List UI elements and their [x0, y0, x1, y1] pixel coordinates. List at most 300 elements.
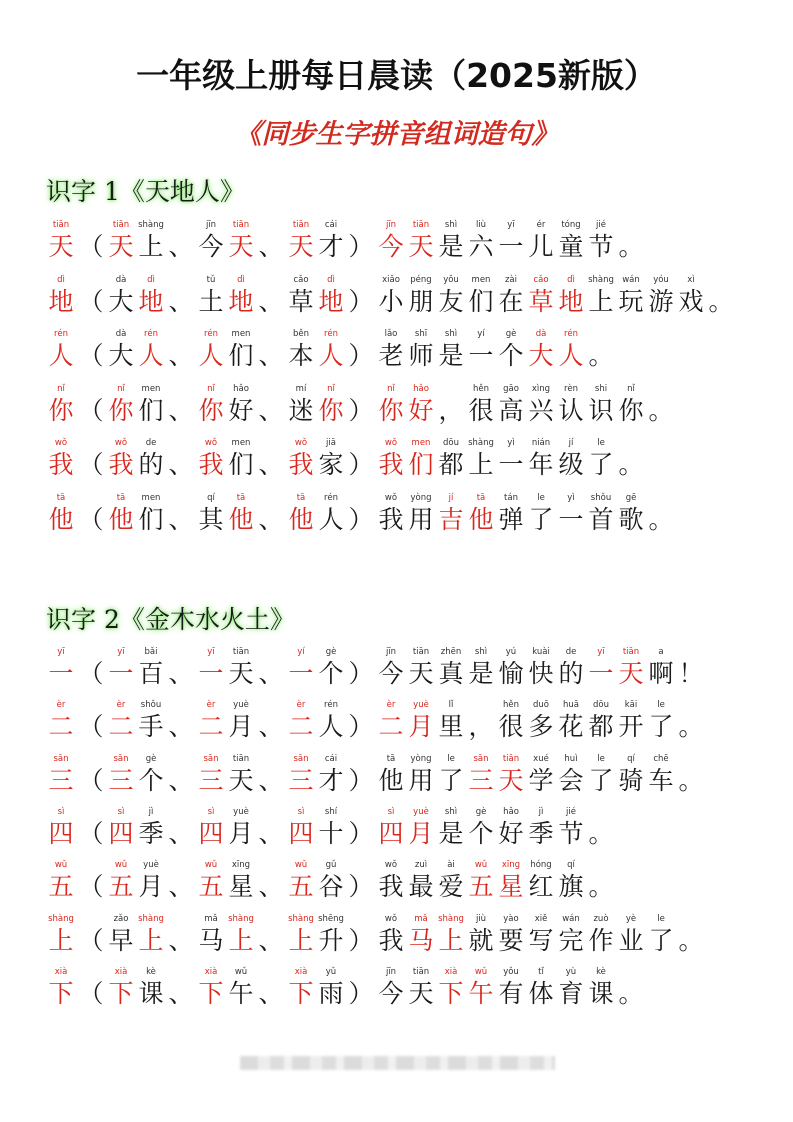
- hanzi: 星: [228, 872, 254, 902]
- pinyin: tā: [296, 492, 306, 503]
- pinyin: wǒ: [384, 860, 398, 871]
- hanzi: 有: [498, 978, 524, 1008]
- hanzi: 啊: [648, 659, 674, 688]
- hanzi: 弹: [498, 504, 524, 534]
- hanzi: 都: [438, 450, 464, 479]
- character-with-pinyin: [406, 805, 436, 849]
- character-with-pinyin: [256, 752, 286, 796]
- character-with-pinyin: [46, 273, 76, 317]
- hanzi: 二: [378, 712, 404, 742]
- pinyin: tā: [236, 492, 246, 503]
- hanzi: 你: [198, 395, 224, 425]
- character-with-pinyin: [316, 327, 346, 371]
- character-with-pinyin: [556, 752, 586, 796]
- character-with-pinyin: [286, 382, 316, 426]
- hanzi: 才: [318, 232, 344, 261]
- pinyin: tiān: [232, 220, 250, 230]
- hanzi: 、: [168, 925, 194, 955]
- hanzi: 、: [168, 286, 194, 316]
- character-with-pinyin: [556, 805, 586, 849]
- pinyin: tóng: [561, 220, 581, 230]
- character-with-pinyin: [496, 382, 526, 426]
- pinyin: jì: [538, 806, 544, 817]
- character-with-pinyin: [586, 491, 616, 535]
- character-with-pinyin: [226, 645, 256, 689]
- pinyin: shǒu: [140, 700, 162, 711]
- character-with-pinyin: [136, 752, 166, 796]
- character-with-pinyin: [406, 218, 436, 262]
- pinyin: wán: [562, 913, 580, 924]
- hanzi: 一: [198, 659, 224, 688]
- hanzi: 我: [378, 872, 404, 902]
- hanzi: 四: [378, 818, 404, 848]
- character-with-pinyin: [526, 858, 556, 902]
- pinyin: dì: [147, 274, 155, 285]
- character-with-pinyin: [106, 273, 136, 317]
- hanzi: 的: [138, 450, 164, 479]
- character-with-pinyin: [166, 858, 196, 902]
- hanzi: 我: [198, 450, 224, 479]
- hanzi: 们: [138, 395, 164, 425]
- character-with-pinyin: [496, 327, 526, 371]
- page-subtitle: 《同步生字拼音组词造句》: [234, 119, 559, 150]
- hanzi: 二: [198, 712, 224, 742]
- hanzi: ，: [438, 395, 464, 425]
- character-with-pinyin: [586, 698, 616, 742]
- pinyin: shì: [444, 220, 458, 230]
- hanzi: 的: [558, 659, 584, 688]
- pinyin: sān: [473, 753, 489, 764]
- character-with-pinyin: [616, 752, 646, 796]
- pinyin: xīng: [501, 860, 521, 871]
- hanzi: 上: [468, 450, 494, 479]
- hanzi: 课: [138, 978, 164, 1008]
- hanzi: 个: [468, 818, 494, 848]
- pinyin: de: [565, 647, 577, 657]
- character-with-pinyin: [286, 752, 316, 796]
- hanzi: 你: [48, 395, 74, 425]
- pinyin: wǔ: [294, 860, 308, 871]
- hanzi: 天: [228, 659, 254, 688]
- hanzi: 地: [48, 286, 74, 316]
- hanzi: （: [78, 341, 104, 370]
- character-with-pinyin: [316, 965, 346, 1009]
- pinyin: yù: [565, 966, 577, 977]
- character-with-pinyin: [526, 805, 556, 849]
- character-with-pinyin: [466, 698, 496, 742]
- character-with-pinyin: [46, 436, 76, 480]
- pinyin: běn: [292, 329, 309, 339]
- pinyin: cái: [324, 753, 338, 764]
- hanzi: 花: [558, 712, 584, 742]
- pinyin: jīn: [385, 220, 397, 230]
- character-with-pinyin: [106, 965, 136, 1009]
- pinyin: nǐ: [627, 383, 635, 394]
- hanzi: 们: [228, 341, 254, 370]
- hanzi: 、: [258, 341, 284, 370]
- hanzi: 们: [138, 504, 164, 534]
- hanzi: 下: [198, 978, 224, 1008]
- character-with-pinyin: [556, 327, 586, 371]
- hanzi: 最: [408, 872, 434, 902]
- hanzi: 玩: [618, 286, 644, 316]
- character-with-pinyin: [226, 912, 256, 956]
- pinyin: mǎ: [204, 913, 218, 924]
- pinyin: sì: [117, 806, 125, 817]
- pinyin: tiān: [412, 220, 430, 230]
- pinyin: yóu: [653, 274, 669, 285]
- character-with-pinyin: [586, 273, 616, 317]
- character-with-pinyin: [346, 912, 376, 956]
- pinyin: gè: [505, 329, 517, 339]
- character-with-pinyin: [76, 218, 106, 262]
- hanzi: 了: [588, 450, 614, 479]
- character-with-pinyin: [256, 858, 286, 902]
- pinyin: dì: [567, 274, 575, 285]
- character-with-pinyin: [196, 491, 226, 535]
- hanzi: 是: [468, 659, 494, 688]
- character-with-pinyin: [256, 327, 286, 371]
- hanzi: （: [78, 818, 104, 848]
- character-with-pinyin: [76, 858, 106, 902]
- character-with-pinyin: [256, 382, 286, 426]
- character-with-pinyin: [316, 436, 346, 480]
- character-with-pinyin: [256, 273, 286, 317]
- character-with-pinyin: [136, 382, 166, 426]
- character-with-pinyin: [466, 436, 496, 480]
- pinyin: wǒ: [384, 492, 398, 503]
- hanzi: 、: [258, 925, 284, 955]
- pinyin: men: [141, 383, 161, 394]
- character-with-pinyin: [376, 698, 406, 742]
- section-heading: 识字 1《天地人》: [46, 177, 245, 206]
- sentence-line: [46, 218, 646, 262]
- hanzi: 用: [408, 765, 434, 795]
- hanzi: 下: [438, 978, 464, 1008]
- pinyin: qí: [207, 492, 215, 503]
- pinyin: zhēn: [440, 647, 462, 657]
- hanzi: 我: [108, 450, 134, 479]
- hanzi: 五: [108, 872, 134, 902]
- pinyin: jiā: [326, 438, 336, 448]
- character-with-pinyin: [46, 752, 76, 796]
- character-with-pinyin: [346, 752, 376, 796]
- hanzi: 人: [138, 341, 164, 370]
- pinyin: jīn: [385, 647, 397, 657]
- character-with-pinyin: [136, 491, 166, 535]
- pinyin: zǎo: [113, 913, 129, 924]
- hanzi: 里: [438, 712, 464, 742]
- hanzi: 会: [558, 765, 584, 795]
- hanzi: ，: [468, 712, 494, 742]
- character-with-pinyin: [196, 645, 226, 689]
- pinyin: cái: [324, 220, 338, 230]
- hanzi: 一: [48, 659, 74, 688]
- pinyin: yī: [57, 647, 65, 657]
- pinyin: yuè: [143, 860, 159, 871]
- pinyin: tiān: [292, 220, 310, 230]
- character-with-pinyin: [436, 645, 466, 689]
- hanzi: ）: [348, 286, 374, 316]
- pinyin: sì: [387, 806, 395, 817]
- hanzi: 我: [378, 450, 404, 479]
- pinyin: sān: [113, 753, 129, 764]
- character-with-pinyin: [106, 752, 136, 796]
- hanzi: 兴: [528, 395, 554, 425]
- pinyin: tā: [386, 753, 396, 764]
- character-with-pinyin: [316, 912, 346, 956]
- character-with-pinyin: [256, 436, 286, 480]
- hanzi: 很: [498, 712, 524, 742]
- character-with-pinyin: [286, 645, 316, 689]
- hanzi: 早: [108, 925, 134, 955]
- pinyin: sì: [57, 806, 65, 817]
- hanzi: 了: [528, 504, 554, 534]
- character-with-pinyin: [166, 805, 196, 849]
- hanzi: 吉: [438, 504, 464, 534]
- hanzi: 。: [588, 341, 614, 370]
- character-with-pinyin: [436, 327, 466, 371]
- hanzi: （: [78, 395, 104, 425]
- pinyin: sì: [207, 806, 215, 817]
- character-with-pinyin: [76, 436, 106, 480]
- hanzi: 大: [528, 341, 554, 370]
- pinyin: qí: [627, 753, 635, 764]
- hanzi: 是: [438, 341, 464, 370]
- pinyin: nǐ: [207, 383, 215, 394]
- character-with-pinyin: [136, 912, 166, 956]
- character-with-pinyin: [76, 273, 106, 317]
- hanzi: 四: [198, 818, 224, 848]
- pinyin: xià: [114, 966, 128, 977]
- pinyin: nǐ: [327, 383, 335, 394]
- hanzi: 一: [288, 659, 314, 688]
- hanzi: 一: [108, 659, 134, 688]
- character-with-pinyin: [286, 491, 316, 535]
- pinyin: shàng: [138, 220, 164, 230]
- hanzi: 升: [318, 925, 344, 955]
- character-with-pinyin: [196, 858, 226, 902]
- pinyin: men: [471, 274, 491, 285]
- pinyin: tiān: [232, 753, 250, 764]
- character-with-pinyin: [196, 273, 226, 317]
- hanzi: 、: [258, 504, 284, 534]
- character-with-pinyin: [526, 327, 556, 371]
- pinyin: wǒ: [114, 438, 128, 448]
- character-with-pinyin: [406, 965, 436, 1009]
- hanzi: 、: [258, 872, 284, 902]
- hanzi: 小: [378, 286, 404, 316]
- character-with-pinyin: [496, 912, 526, 956]
- character-with-pinyin: [256, 912, 286, 956]
- pinyin: le: [447, 753, 455, 764]
- hanzi: 节: [588, 232, 614, 261]
- hanzi: 完: [558, 925, 584, 955]
- pinyin: dōu: [443, 438, 459, 448]
- character-with-pinyin: [136, 858, 166, 902]
- hanzi: 月: [138, 872, 164, 902]
- character-with-pinyin: [316, 805, 346, 849]
- pinyin: shēng: [318, 913, 344, 924]
- character-with-pinyin: [46, 858, 76, 902]
- character-with-pinyin: [586, 327, 616, 371]
- hanzi: 、: [168, 659, 194, 688]
- pinyin: wǔ: [234, 966, 248, 977]
- character-with-pinyin: [466, 858, 496, 902]
- character-with-pinyin: [376, 645, 406, 689]
- sentence-line: [46, 273, 736, 317]
- character-with-pinyin: [406, 698, 436, 742]
- hanzi: 一: [498, 450, 524, 479]
- character-with-pinyin: [406, 491, 436, 535]
- character-with-pinyin: [646, 273, 676, 317]
- hanzi: （: [78, 286, 104, 316]
- pinyin: a: [658, 647, 664, 657]
- character-with-pinyin: [196, 965, 226, 1009]
- hanzi: ！: [678, 659, 704, 688]
- pinyin: tā: [476, 492, 486, 503]
- pinyin: jié: [596, 220, 606, 230]
- character-with-pinyin: [226, 218, 256, 262]
- character-with-pinyin: [316, 645, 346, 689]
- hanzi: 好: [228, 395, 254, 425]
- character-with-pinyin: [466, 965, 496, 1009]
- hanzi: 、: [168, 765, 194, 795]
- hanzi: 天: [408, 659, 434, 688]
- sentence-line: [46, 965, 646, 1009]
- hanzi: 红: [528, 872, 554, 902]
- hanzi: （: [78, 978, 104, 1008]
- pinyin: gē: [625, 492, 637, 503]
- hanzi: 。: [648, 395, 674, 425]
- hanzi: 、: [168, 341, 194, 370]
- character-with-pinyin: [556, 491, 586, 535]
- hanzi: 月: [408, 818, 434, 848]
- character-with-pinyin: [346, 491, 376, 535]
- blurred-watermark: [240, 1056, 555, 1070]
- character-with-pinyin: [226, 698, 256, 742]
- hanzi: 们: [228, 450, 254, 479]
- character-with-pinyin: [106, 698, 136, 742]
- character-with-pinyin: [406, 858, 436, 902]
- pinyin: wǒ: [294, 438, 308, 448]
- pinyin: chē: [653, 753, 669, 764]
- hanzi: 、: [258, 450, 284, 479]
- hanzi: ）: [348, 925, 374, 955]
- sentence-line: [46, 752, 706, 796]
- character-with-pinyin: [346, 436, 376, 480]
- hanzi: 午: [228, 978, 254, 1008]
- pinyin: wǒ: [204, 438, 218, 448]
- character-with-pinyin: [436, 965, 466, 1009]
- hanzi: 都: [588, 712, 614, 742]
- character-with-pinyin: [286, 273, 316, 317]
- character-with-pinyin: [226, 273, 256, 317]
- hanzi: ）: [348, 712, 374, 742]
- pinyin: yào: [503, 913, 519, 924]
- pinyin: hǎo: [413, 383, 429, 394]
- pinyin: bǎi: [144, 647, 158, 657]
- hanzi: 车: [648, 765, 674, 795]
- hanzi: 手: [138, 712, 164, 742]
- pinyin: men: [141, 492, 161, 503]
- pinyin: gè: [325, 647, 337, 657]
- character-with-pinyin: [76, 491, 106, 535]
- hanzi: 二: [48, 712, 74, 742]
- hanzi: 谷: [318, 872, 344, 902]
- character-with-pinyin: [646, 912, 676, 956]
- hanzi: 我: [378, 925, 404, 955]
- character-with-pinyin: [76, 965, 106, 1009]
- pinyin: xì: [687, 274, 695, 285]
- character-with-pinyin: [556, 436, 586, 480]
- hanzi: 、: [258, 818, 284, 848]
- hanzi: 三: [288, 765, 314, 795]
- pinyin: shàng: [228, 913, 254, 924]
- character-with-pinyin: [46, 327, 76, 371]
- pinyin: rén: [324, 492, 338, 503]
- character-with-pinyin: [466, 491, 496, 535]
- hanzi: 雨: [318, 978, 344, 1008]
- pinyin: tán: [504, 492, 518, 503]
- pinyin: gè: [475, 806, 487, 817]
- character-with-pinyin: [646, 491, 676, 535]
- pinyin: rén: [324, 329, 338, 339]
- hanzi: 年: [528, 450, 554, 479]
- hanzi: 草: [528, 286, 554, 316]
- character-with-pinyin: [526, 965, 556, 1009]
- hanzi: 要: [498, 925, 524, 955]
- hanzi: 师: [408, 341, 434, 370]
- character-with-pinyin: [286, 805, 316, 849]
- character-with-pinyin: [466, 912, 496, 956]
- hanzi: 天: [288, 232, 314, 261]
- pinyin: mí: [295, 383, 307, 394]
- pinyin: yòng: [410, 492, 432, 503]
- pinyin: yī: [117, 647, 125, 657]
- hanzi: 人: [48, 341, 74, 370]
- pinyin: xià: [444, 966, 458, 977]
- hanzi: 三: [198, 765, 224, 795]
- character-with-pinyin: [196, 382, 226, 426]
- pinyin: hěn: [472, 383, 489, 394]
- character-with-pinyin: [556, 698, 586, 742]
- hanzi: （: [78, 232, 104, 261]
- hanzi: 你: [318, 395, 344, 425]
- hanzi: 了: [438, 765, 464, 795]
- hanzi: 上: [588, 286, 614, 316]
- hanzi: 。: [678, 925, 704, 955]
- pinyin: gāo: [503, 383, 519, 394]
- character-with-pinyin: [466, 273, 496, 317]
- character-with-pinyin: [526, 218, 556, 262]
- hanzi: 天: [408, 232, 434, 261]
- hanzi: 上: [228, 925, 254, 955]
- pinyin: dì: [57, 274, 65, 285]
- pinyin: wǔ: [114, 860, 128, 871]
- hanzi: ）: [348, 765, 374, 795]
- hanzi: 你: [108, 395, 134, 425]
- character-with-pinyin: [676, 698, 706, 742]
- pinyin: jí: [448, 492, 454, 503]
- pinyin: wǔ: [54, 860, 68, 871]
- hanzi: 一: [558, 504, 584, 534]
- character-with-pinyin: [106, 805, 136, 849]
- pinyin: sì: [297, 806, 305, 817]
- character-with-pinyin: [616, 218, 646, 262]
- character-with-pinyin: [76, 327, 106, 371]
- hanzi: 你: [618, 395, 644, 425]
